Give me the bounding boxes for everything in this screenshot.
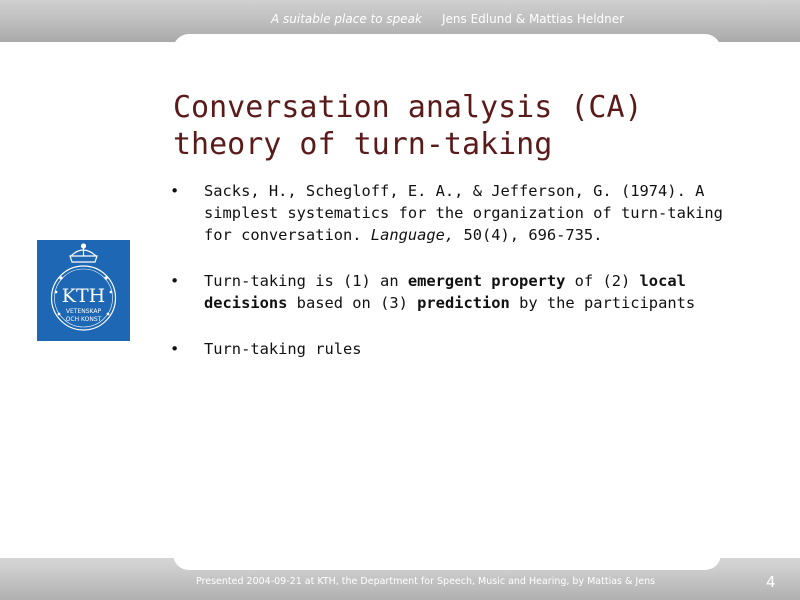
bullet-text: Turn-taking rules xyxy=(204,340,362,358)
slide-title-line-2: theory of turn-taking xyxy=(173,127,553,162)
emphasis-local-decisions: local decisions xyxy=(204,272,686,312)
slide-title-line-1: Conversation analysis (CA) xyxy=(173,90,643,125)
header-authors: Jens Edlund & Mattias Heldner xyxy=(442,12,625,26)
text-segment: of (2) xyxy=(565,272,640,290)
bullet-text xyxy=(204,180,724,246)
logo-text-sub2: OCH KONST xyxy=(65,316,102,323)
emphasis-prediction: prediction xyxy=(417,294,510,312)
journal-name: Language, xyxy=(370,226,455,244)
header-subtitle: A suitable place to speak xyxy=(271,12,422,26)
reference-pages: 50(4), 696-735. xyxy=(454,226,603,244)
text-segment: by the participants xyxy=(509,294,696,312)
logo-text-main: KTH xyxy=(61,285,106,307)
bullet-text xyxy=(204,270,724,314)
bullet-marker: • xyxy=(170,272,180,290)
text-segment: based on (3) xyxy=(287,294,418,312)
kth-logo xyxy=(37,240,130,341)
logo-text-sub1: VETENSKAP xyxy=(65,308,102,315)
emphasis-emergent-property: emergent property xyxy=(407,272,566,290)
kth-crest-icon xyxy=(37,240,130,341)
reference-text: Sacks, H., Schegloff, E. A., & Jefferson, G. (1974). A simplest systematics for the organization of turn-taking for conversation. xyxy=(204,182,723,244)
text-segment: Turn-taking is (1) an xyxy=(204,272,408,290)
page-number: 4 xyxy=(766,573,776,591)
bullet-marker: • xyxy=(170,340,180,358)
bullet-marker: • xyxy=(170,182,180,200)
slide-title xyxy=(173,89,713,163)
footer-text: Presented 2004-09-21 at KTH, the Department for Speech, Music and Hearing, by Mattias & Jens xyxy=(196,576,656,587)
